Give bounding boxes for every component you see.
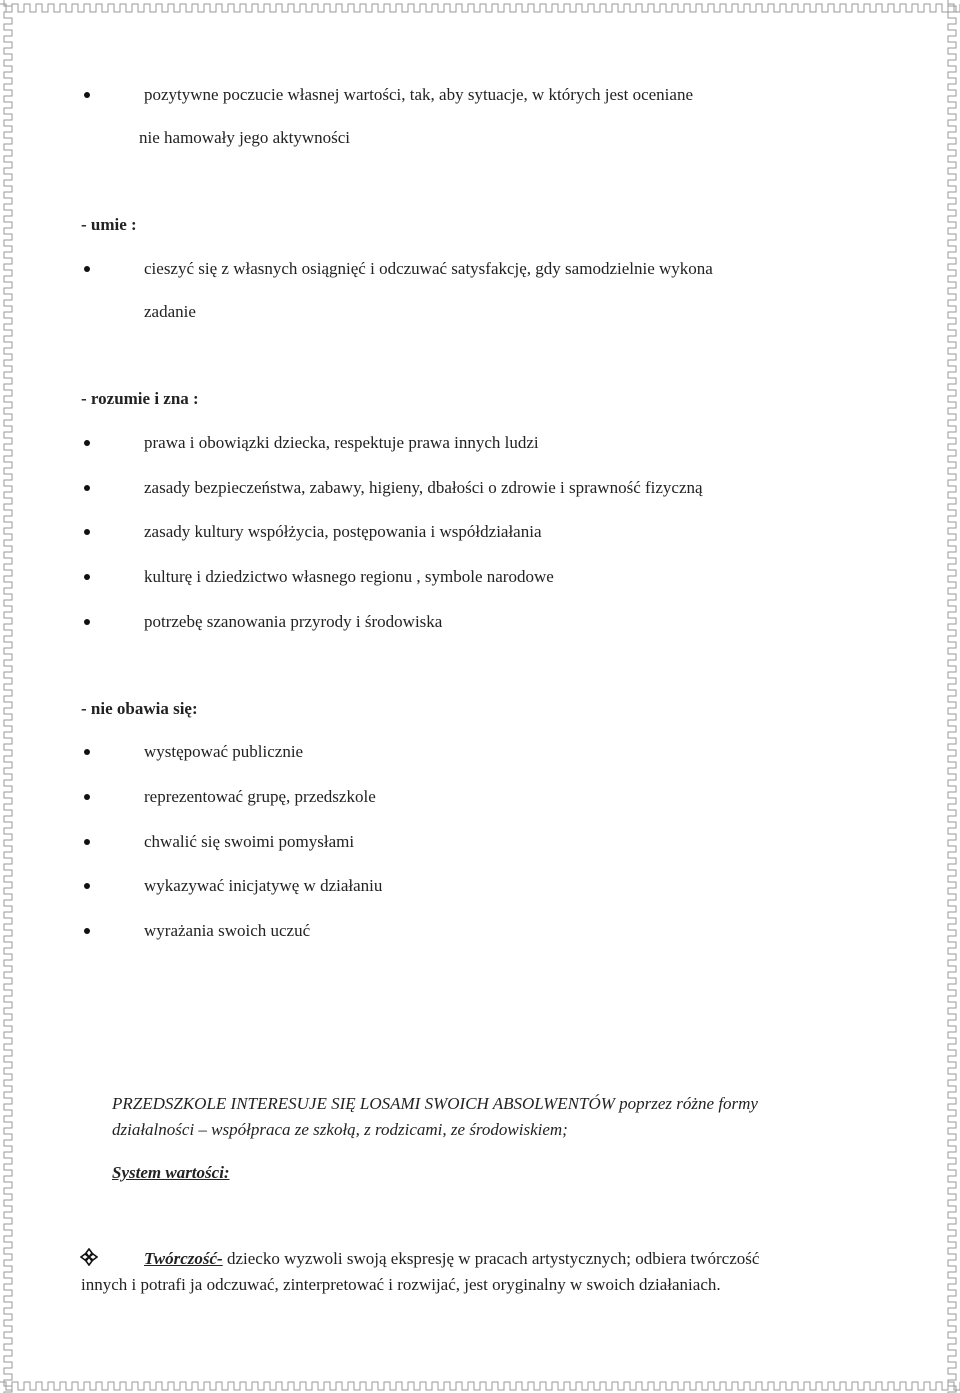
bullet-icon (84, 749, 90, 755)
bullet-icon (84, 619, 90, 625)
absolwent-line-1: PRZEDSZKOLE INTERESUJE SIĘ LOSAMI SWOICH ABSOLWENTÓW poprzez różne formy (112, 1094, 758, 1113)
tworczosc-text-1: dziecko wyzwoli swoją ekspresję w pracach artystycznych; odbiera twórczość (222, 1249, 760, 1268)
bullet-icon (84, 839, 90, 845)
bullet-icon (84, 529, 90, 535)
list-item: kulturę i dziedzictwo własnego regionu , symbole narodowe (144, 567, 554, 586)
bullet-icon (84, 794, 90, 800)
list-item: potrzebę szanowania przyrody i środowiska (144, 612, 443, 631)
section-heading-umie: - umie : (81, 215, 137, 234)
list-item: zasady kultury współżycia, postępowania i współdziałania (144, 522, 542, 541)
bullet-icon (84, 928, 90, 934)
list-item: reprezentować grupę, przedszkole (144, 787, 376, 806)
tworczosc-line-1 (144, 1249, 759, 1269)
tworczosc-line-2: innych i potrafi ja odczuwać, zinterpretować i rozwijać, jest oryginalny w swoich działaniach. (81, 1275, 721, 1294)
list-item: wyrażania swoich uczuć (144, 921, 311, 940)
umie-item-line-2: zadanie (144, 302, 196, 321)
values-heading: System wartości: (112, 1163, 230, 1182)
absolwent-line-2: działalności – współpraca ze szkołą, z rodzicami, ze środowiskiem; (112, 1120, 568, 1139)
list-item: wykazywać inicjatywę w działaniu (144, 876, 383, 895)
section-heading-rozumie: - rozumie i zna : (81, 389, 199, 408)
intro-line-2: nie hamowały jego aktywności (139, 128, 351, 147)
list-item: zasady bezpieczeństwa, zabawy, higieny, dbałości o zdrowie i sprawność fizyczną (144, 478, 703, 497)
diamond-bullet-icon (80, 1248, 98, 1266)
list-item: chwalić się swoimi pomysłami (144, 832, 355, 851)
bullet-icon (84, 266, 90, 272)
bullet-icon (84, 440, 90, 446)
tworczosc-label: Twórczość- (144, 1249, 223, 1268)
list-item: prawa i obowiązki dziecka, respektuje prawa innych ludzi (144, 433, 539, 452)
bullet-icon (84, 574, 90, 580)
bullet-icon (84, 92, 90, 98)
umie-item-line-1: cieszyć się z własnych osiągnięć i odczuwać satysfakcję, gdy samodzielnie wykona (144, 259, 713, 278)
bullet-icon (84, 883, 90, 889)
bullet-icon (84, 485, 90, 491)
list-item: występować publicznie (144, 742, 304, 761)
intro-line-1: pozytywne poczucie własnej wartości, tak, aby sytuacje, w których jest oceniane (144, 85, 693, 104)
section-heading-nie-obawia: - nie obawia się: (81, 699, 198, 718)
